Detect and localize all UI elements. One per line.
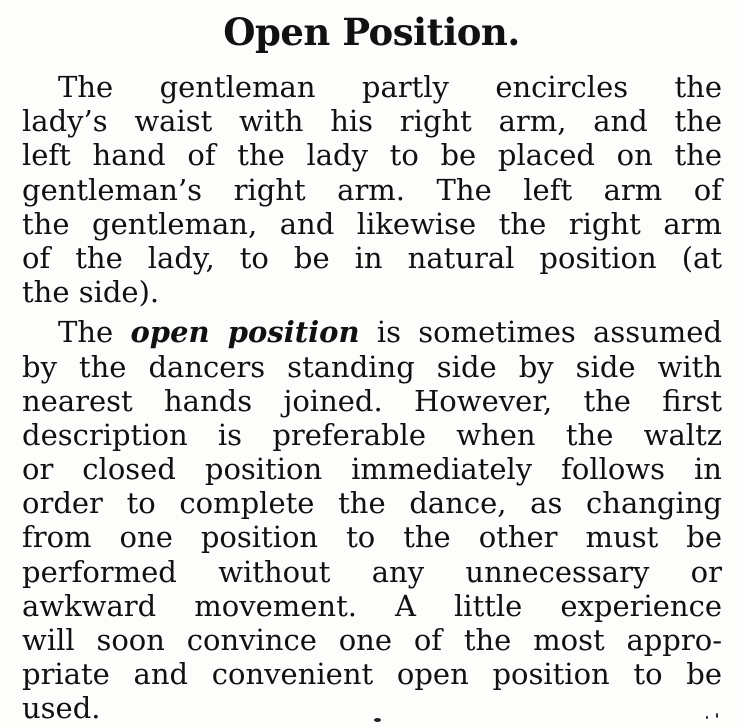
- emphasized-term: open position: [130, 315, 360, 350]
- text-line: will soon convince one of the most appro-: [22, 623, 722, 657]
- text-line: order to complete the dance, as changing: [22, 486, 722, 521]
- section-heading: Open Position.: [223, 10, 520, 54]
- body-text: [22, 70, 722, 726]
- paragraph-1: [22, 70, 722, 309]
- text-line: nearest hands joined. However, the first: [22, 383, 722, 418]
- text-run: The: [58, 315, 131, 350]
- text-line: description is preferable when the waltz: [22, 417, 722, 452]
- text-line: The gentleman partly encircles the: [58, 70, 722, 104]
- print-speck: [706, 716, 708, 719]
- text-line: priate and convenient open position to be: [22, 657, 722, 692]
- text-line: lady’s waist with his right arm, and the: [22, 104, 722, 139]
- print-speck: [374, 718, 381, 722]
- text-line: or closed position immediately follows in: [22, 452, 722, 487]
- text-line: the gentleman, and likewise the right arm: [22, 206, 722, 241]
- print-speck: [716, 713, 718, 718]
- text-line: left hand of the lady to be placed on the: [22, 138, 722, 173]
- text-line: of the lady, to be in natural position (at: [22, 240, 722, 275]
- text-line: performed without any unnecessary or: [22, 554, 722, 589]
- text-run: is sometimes assumed: [359, 315, 723, 350]
- text-line: the side).: [22, 275, 160, 310]
- paragraph-2: [22, 315, 722, 725]
- text-line: [22, 315, 722, 349]
- text-line: by the dancers standing side by side with: [22, 349, 722, 384]
- text-line: gentleman’s right arm. The left arm of: [22, 172, 722, 207]
- text-line: used.: [22, 691, 101, 726]
- text-line: from one position to the other must be: [22, 520, 722, 555]
- text-line: awkward movement. A little experience: [22, 588, 722, 623]
